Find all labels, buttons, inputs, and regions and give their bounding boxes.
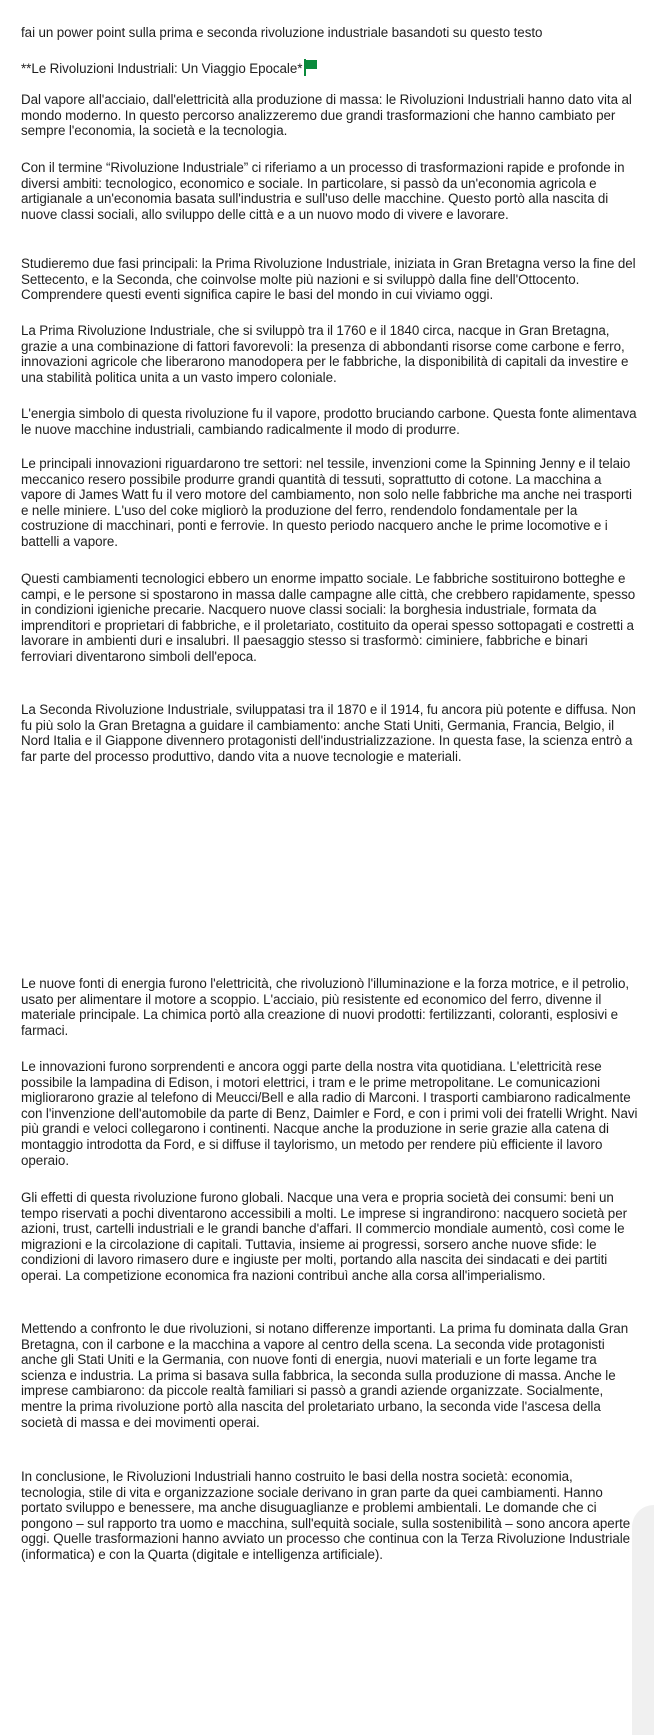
paragraph-comparison: Mettendo a confronto le due rivoluzioni, si notano differenze importanti. La prima fu dominata dalla Gran Bretagna, con il carbone e la macchina a vapore al centro della scena. La seconda vide protagonisti anche gli Stati Uniti e la Germania, con nuove fonti di energia, nuovi materiali e un forte legame tra scienza e industria. La prima si basava sulla fabbrica, la seconda sulla produzione di massa. Anche le imprese cambiarono: da piccole realtà familiari si passò a grandi aziende organizzate. Socialmente, mentre la prima rivoluzione portò alla nascita del proletariato urbano, la seconda vide l'ascesa della società di massa e dei movimenti operai. <box>21 1321 629 1430</box>
document-title: **Le Rivoluzioni Industriali: Un Viaggio Epocale* <box>21 61 303 76</box>
paragraph-effects-second: Gli effetti di questa rivoluzione furono globali. Nacque una vera e propria società dei consumi: beni un tempo riservati a pochi diventarono accessibili a molti. Le imprese si ingrandirono: nacquero società per azioni, trust, cartelli industriali e le grandi banche d'affari. Il commercio mondiale aumentò, così come le migrazioni e la circolazione di capitali. Tuttavia, insieme ai progressi, sorsero anche nuove sfide: le condizioni di lavoro rimasero dure e ingiuste per molti, portando alla nascita dei sindacati e dei partiti operai. La competizione economica fra nazioni contribuì anche alla corsa all'imperialismo. <box>21 1190 628 1283</box>
paragraph-steam-energy: L'energia simbolo di questa rivoluzione fu il vapore, prodotto bruciando carbone. Questa fonte alimentava le nuove macchine industriali, cambiando radicalmente il modo di produrre. <box>21 406 637 437</box>
document-title-line <box>21 59 639 80</box>
blank-gap <box>0 800 654 970</box>
paragraph-second-revolution: La Seconda Rivoluzione Industriale, sviluppatasi tra il 1870 e il 1914, fu ancora più potente e diffusa. Non fu più solo la Gran Bretagna a guidare il cambiamento: anche Stati Uniti, Germania, Francia, Belgio, il Nord Italia e il Giappone divennero protagonisti dell'industrializzazione. In questa fase, la scienza entrò a far parte del processo produttivo, dando vita a nuove tecnologie e materiali. <box>21 702 636 764</box>
paragraph-innovations-first: Le principali innovazioni riguardarono tre settori: nel tessile, invenzioni come la Spinning Jenny e il telaio meccanico resero possibile produrre grandi quantità di tessuti, soprattutto di cotone. La macchina a vapore di James Watt fu il vero motore del cambiamento, non solo nelle fabbriche ma anche nei trasporti e nelle miniere. L'uso del coke migliorò la produzione del ferro, rendendolo fondamentale per la costruzione di macchinari, ponti e ferrovie. In questo periodo nacquero anche le prime locomotive e i battelli a vapore. <box>21 456 632 549</box>
paragraph-energy-second: Le nuove fonti di energia furono l'elettricità, che rivoluzionò l'illuminazione e la forza motrice, e il petrolio, usato per alimentare il motore a scoppio. L'acciaio, più resistente ed economico del ferro, divenne il materiale principale. La chimica portò alla creazione di nuovi prodotti: fertilizzanti, coloranti, esplosivi e farmaci. <box>21 976 630 1038</box>
paragraph-intro: Dal vapore all'acciaio, dall'elettricità alla produzione di massa: le Rivoluzioni Industriali hanno dato vita al mondo moderno. In questo percorso analizzeremo due grandi trasformazioni che hanno cambiato per sempre l'economia, la società e la tecnologia. <box>21 92 632 139</box>
flag-icon <box>304 59 318 80</box>
paragraph-innovations-second: Le innovazioni furono sorprendenti e ancora oggi parte della nostra vita quotidiana. L'elettricità rese possibile la lampadina di Edison, i motori elettrici, i tram e le prime metropolitane. Le comunicazioni migliorarono grazie al telefono di Meucci/Bell e alla radio di Marconi. I trasporti cambiarono radicalmente con l'invenzione dell'automobile da parte di Benz, Daimler e Ford, e con i primi voli dei fratelli Wright. Navi più grandi e veloci collegarono i continenti. Nacque anche la produzione in serie grazie alla catena di montaggio introdotta da Ford, e si diffuse il taylorismo, un metodo per rendere più efficiente il lavoro operaio. <box>21 1059 638 1168</box>
scroll-edge-shadow <box>632 1505 654 1735</box>
paragraph-conclusion: In conclusione, le Rivoluzioni Industriali hanno costruito le basi della nostra società: economia, tecnologia, stile di vita e organizzazione sociale derivano in gran parte da quei cambiamenti. Hanno portato sviluppo e benessere, ma anche disuguaglianze e problemi ambientali. Le domande che ci pongono – sul rapporto tra uomo e macchina, sull'equità sociale, sulla sostenibilità – sono ancora aperte oggi. Quelle trasformazioni hanno avviato un processo che continua con la Terza Rivoluzione Industriale (informatica) e con la Quarta (digitale e intelligenza artificiale). <box>21 1469 631 1562</box>
user-prompt: fai un power point sulla prima e seconda rivoluzione industriale basandoti su questo testo <box>21 25 543 40</box>
paragraph-social-impact-first: Questi cambiamenti tecnologici ebbero un enorme impatto sociale. Le fabbriche sostituirono botteghe e campi, e le persone si spostarono in massa dalle campagne alle città, che crebbero rapidamente, spesso in condizioni igieniche precarie. Nacquero nuove classi sociali: la borghesia industriale, formata da imprenditori e proprietari di fabbriche, e il proletariato, costituito da operai spesso sottopagati e costretti a lavorare in ambienti duri e insalubri. Il paesaggio stesso si trasformò: ciminiere, fabbriche e binari ferroviari diventarono simboli dell'epoca. <box>21 571 636 664</box>
paragraph-first-revolution: La Prima Rivoluzione Industriale, che si sviluppò tra il 1760 e il 1840 circa, nacque in Gran Bretagna, grazie a una combinazione di fattori favorevoli: la presenza di abbondanti risorse come carbone e ferro, innovazioni agricole che liberarono manodopera per le fabbriche, la disponibilità di capitali da investire e una stabilità politica unita a un vasto impero coloniale. <box>21 323 629 385</box>
paragraph-phases: Studieremo due fasi principali: la Prima Rivoluzione Industriale, iniziata in Gran Bretagna verso la fine del Settecento, e la Seconda, che coinvolse molte più nazioni e si sviluppò dalla fine dell'Ottocento. Comprendere questi eventi significa capire le basi del mondo in cui viviamo oggi. <box>21 256 636 303</box>
paragraph-definition: Con il termine “Rivoluzione Industriale” ci riferiamo a un processo di trasformazioni rapide e profonde in diversi ambiti: tecnologico, economico e sociale. In particolare, si passò da un'economia agricola e artigianale a un'economia basata sull'industria e sull'uso delle macchine. Questo portò alla nascita di nuove classi sociali, allo sviluppo delle città e a un nuovo modo di vivere e lavorare. <box>21 160 625 222</box>
